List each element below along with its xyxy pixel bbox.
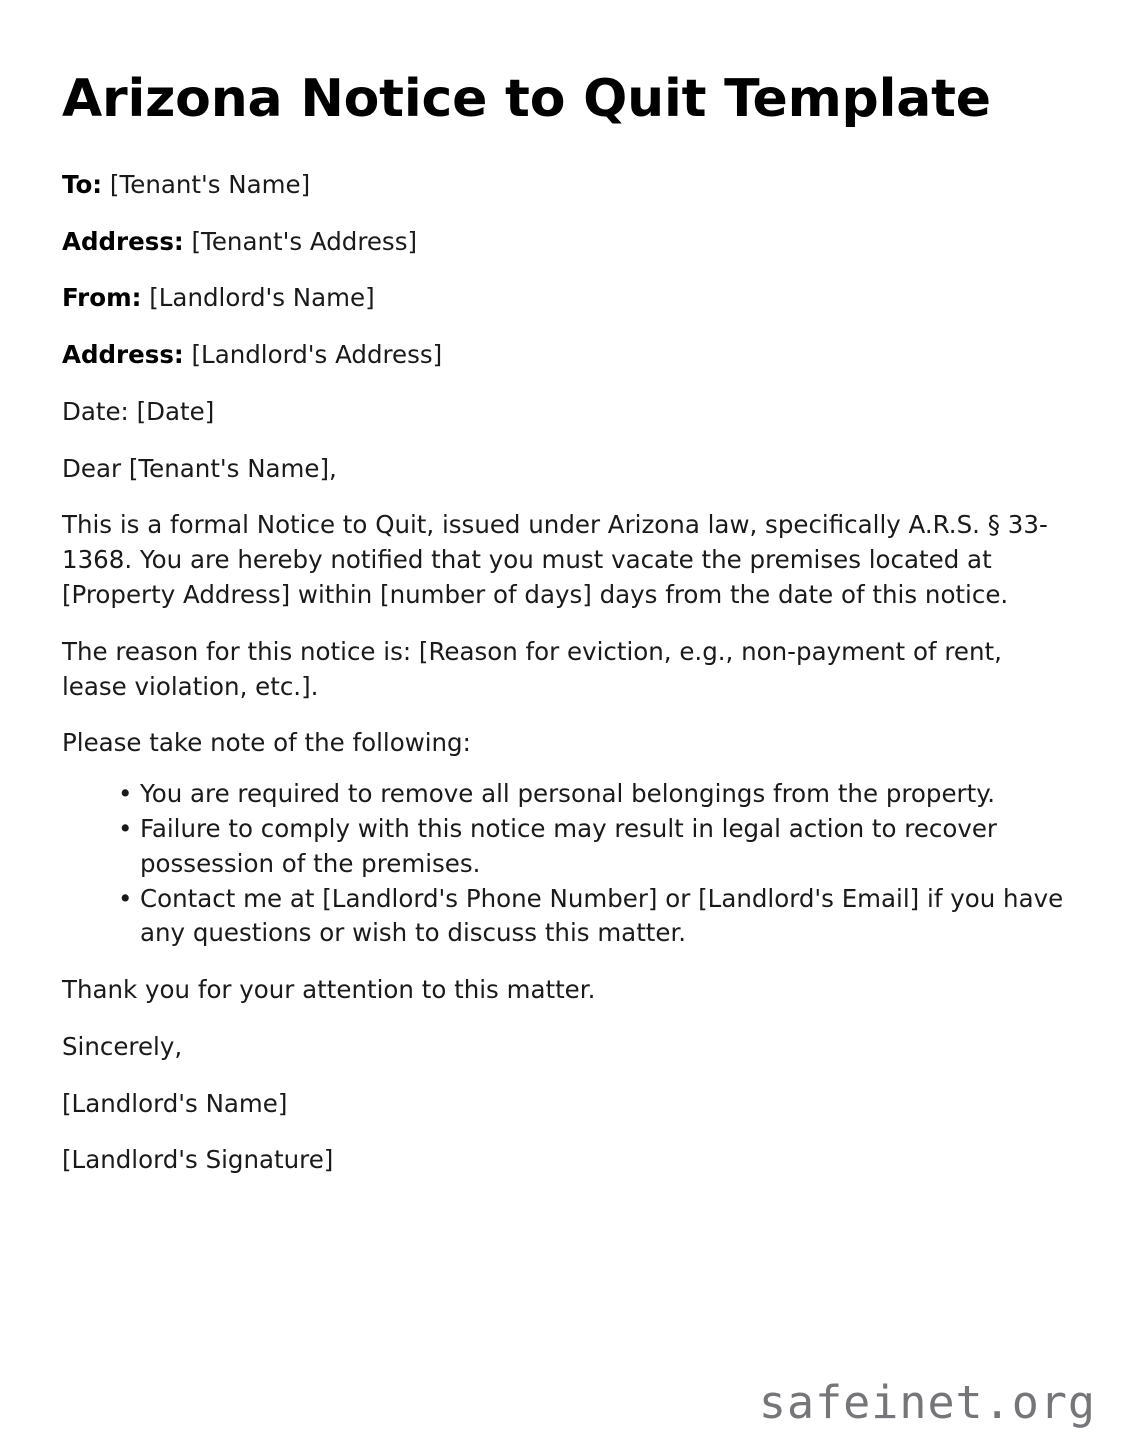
body-paragraph-reason: The reason for this notice is: [Reason for eviction, e.g., non-payment of rent, lease violation, etc.]. bbox=[62, 636, 1002, 701]
list-item: • You are required to remove all personal belongings from the property. bbox=[118, 777, 1064, 812]
field-from bbox=[62, 259, 1064, 316]
field-landlord-address-value: [Landlord's Address] bbox=[191, 340, 443, 370]
field-from-value: [Landlord's Name] bbox=[149, 283, 375, 313]
field-landlord-address bbox=[62, 316, 1064, 373]
closing-salutation: Sincerely, bbox=[62, 1031, 183, 1061]
body-paragraph-notice: This is a formal Notice to Quit, issued under Arizona law, specifically A.R.S. § 33-1368. You are hereby notified that you must vacate the premises located at [Property Address] within [number of days] days from the date of this notice. bbox=[62, 510, 1048, 610]
page-title: Arizona Notice to Quit Template bbox=[62, 69, 991, 129]
field-to-label: To: bbox=[62, 169, 103, 199]
field-tenant-address-value: [Tenant's Address] bbox=[191, 226, 418, 256]
signer-name: [Landlord's Name] bbox=[62, 1088, 288, 1118]
list-intro: Please take note of the following: bbox=[62, 728, 471, 758]
field-landlord-address-label: Address: bbox=[62, 340, 184, 370]
document-body bbox=[62, 0, 1064, 1178]
field-tenant-address bbox=[62, 203, 1064, 260]
field-to bbox=[62, 130, 1064, 203]
list-item: • Contact me at [Landlord's Phone Number] or [Landlord's Email] if you have any questions or wish to discuss this matter. bbox=[118, 882, 1064, 952]
field-to-value: [Tenant's Name] bbox=[109, 169, 311, 199]
list-item: • Failure to comply with this notice may result in legal action to recover possession of the premises. bbox=[118, 812, 1064, 882]
closing-thanks: Thank you for your attention to this matter. bbox=[62, 975, 596, 1005]
site-watermark: safeinet.org bbox=[758, 1376, 1096, 1429]
field-date: Date: [Date] bbox=[62, 396, 215, 426]
salutation: Dear [Tenant's Name], bbox=[62, 453, 337, 483]
field-from-label: From: bbox=[62, 283, 142, 313]
notice-list bbox=[62, 761, 1064, 951]
signature-line: [Landlord's Signature] bbox=[62, 1145, 334, 1175]
field-tenant-address-label: Address: bbox=[62, 226, 184, 256]
